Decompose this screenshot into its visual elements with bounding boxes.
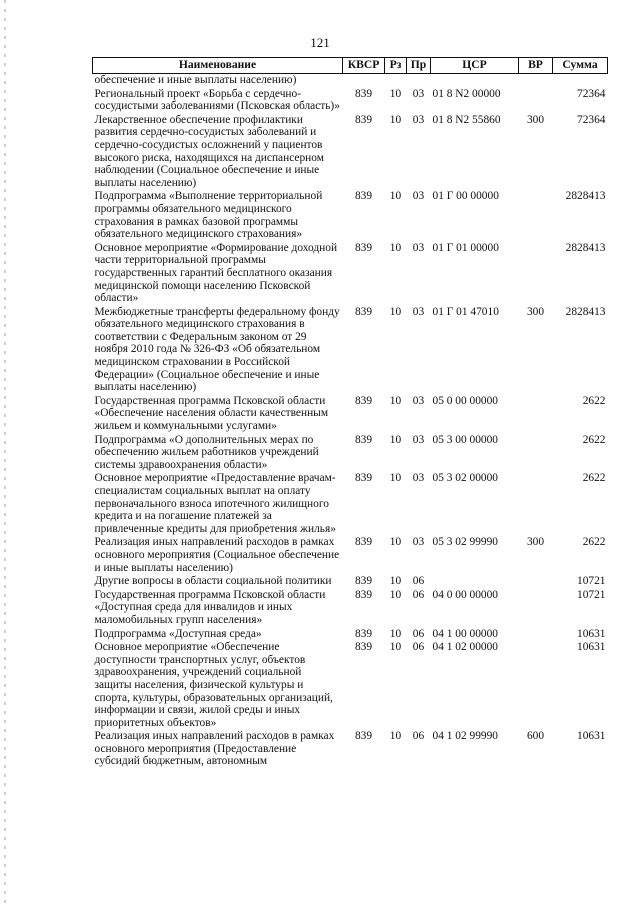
cell-name: Реализация иных направлений расходов в рамках основного мероприятия (Предоставление субсидий бюджетным, автономным <box>94 730 335 768</box>
cell-sum: 72364 <box>577 87 606 100</box>
cell-pr: 06 <box>412 730 425 743</box>
cell-pr: 03 <box>412 536 425 549</box>
cell-vr: 600 <box>526 730 545 743</box>
cell-sum: 2622 <box>582 394 606 407</box>
cell-sum: 2622 <box>582 472 606 485</box>
table-row <box>93 628 608 642</box>
cell-name: Государственная программа Псковской области «Обеспечение населения области качественным жильем и коммунальными услугами» <box>94 394 329 433</box>
table-row <box>93 190 608 241</box>
cell-vr <box>519 88 553 114</box>
cell-sum: 72364 <box>577 113 606 126</box>
cell-vr: 300 <box>526 305 545 318</box>
cell-pr <box>407 74 431 88</box>
cell-rz: 10 <box>389 394 402 407</box>
cell-rz: 10 <box>389 588 402 601</box>
table-row <box>93 114 608 191</box>
cell-csr: 05 3 02 00000 <box>432 472 498 485</box>
header-kvsr: КВСР <box>343 58 385 74</box>
cell-pr: 03 <box>412 87 425 100</box>
cell-name: Реализация иных направлений расходов в рамках основного мероприятия (Социальное обеспечение и иные выплаты населению) <box>94 536 340 574</box>
table-row <box>93 242 608 306</box>
cell-name: Лекарственное обеспечение профилактики развития сердечно-сосудистых заболеваний и сердечно-сосудистых осложнений у пациентов высокого риска, находящихся на диспансерном наблюдении (Социальное обеспечение и иные выплаты населению) <box>94 113 324 189</box>
cell-kvsr: 839 <box>354 627 373 640</box>
cell-vr <box>519 641 553 730</box>
cell-name: Межбюджетные трансферты федеральному фонду обязательного медицинского страхования в соответствии с Федеральным законом от 29 ноября 2010 года № 326-ФЗ «Об обязательном медицинском страховании в Российской Федерации» (Социальное обеспечение и иные выплаты населению) <box>94 305 340 394</box>
cell-csr: 01 8 N2 55860 <box>432 113 501 126</box>
cell-rz: 10 <box>389 190 402 203</box>
scan-edge-artifact <box>4 0 6 905</box>
cell-sum: 2828413 <box>565 190 606 203</box>
cell-pr: 03 <box>412 241 425 254</box>
table-row <box>93 575 608 589</box>
cell-vr <box>519 575 553 589</box>
cell-kvsr: 839 <box>354 190 373 203</box>
cell-csr <box>431 575 519 589</box>
cell-csr: 05 3 00 00000 <box>432 433 498 446</box>
header-rz: Рз <box>385 58 407 74</box>
cell-pr: 06 <box>412 641 425 654</box>
cell-name: Основное мероприятие «Обеспечение доступности транспортных услуг, объектов здравоохранения, учреждений социальной защиты населения, физической культуры и спорта, культуры, образовательных организаций, информации и связи, жилой среды и иных приоритетных объектов» <box>94 641 333 729</box>
cell-csr: 01 Г 01 47010 <box>432 305 499 318</box>
table-row <box>93 472 608 536</box>
header-pr: Пр <box>407 58 431 74</box>
table-row <box>93 536 608 575</box>
cell-kvsr: 839 <box>354 113 373 126</box>
table-header <box>93 58 608 74</box>
cell-pr: 03 <box>412 305 425 318</box>
page-number: 121 <box>310 35 330 50</box>
cell-sum: 10721 <box>577 575 606 588</box>
cell-pr: 03 <box>412 433 425 446</box>
cell-vr <box>519 434 553 473</box>
cell-vr <box>519 190 553 241</box>
cell-vr: 300 <box>526 113 545 126</box>
cell-pr: 06 <box>412 575 425 588</box>
table-row <box>93 306 608 395</box>
cell-pr: 06 <box>412 588 425 601</box>
cell-kvsr: 839 <box>354 241 373 254</box>
cell-sum: 10631 <box>577 730 606 743</box>
cell-vr <box>519 472 553 536</box>
cell-rz: 10 <box>389 627 402 640</box>
cell-kvsr: 839 <box>354 433 373 446</box>
cell-name: обеспечение и иные выплаты населению) <box>94 74 297 86</box>
cell-rz <box>385 74 407 88</box>
table-row <box>93 434 608 473</box>
cell-kvsr: 839 <box>354 394 373 407</box>
cell-csr: 04 1 00 00000 <box>432 627 498 640</box>
cell-name: Государственная программа Псковской области «Доступная среда для инвалидов и иных маломобильных групп населения» <box>94 588 326 626</box>
cell-kvsr <box>343 74 385 88</box>
table-row <box>93 589 608 628</box>
cell-vr <box>519 395 553 434</box>
cell-sum: 2622 <box>582 536 606 549</box>
cell-vr <box>519 74 553 88</box>
cell-pr: 03 <box>412 113 425 126</box>
cell-vr: 300 <box>526 536 545 549</box>
table-row <box>93 74 608 88</box>
cell-kvsr: 839 <box>354 730 373 743</box>
header-vr: ВР <box>519 58 553 74</box>
cell-csr <box>431 74 519 88</box>
cell-csr: 01 8 N2 00000 <box>432 87 501 100</box>
header-sum: Сумма <box>553 58 608 74</box>
cell-csr: 04 1 02 99990 <box>432 730 498 743</box>
cell-csr: 01 Г 00 00000 <box>432 190 499 203</box>
cell-vr <box>519 628 553 642</box>
cell-sum: 2828413 <box>565 241 606 254</box>
cell-rz: 10 <box>389 536 402 549</box>
cell-rz: 10 <box>389 575 402 588</box>
cell-kvsr: 839 <box>354 472 373 485</box>
cell-vr <box>519 589 553 628</box>
cell-name: Основное мероприятие «Формирование доходной части территориальной программы государственных гарантий бесплатного оказания медицинской помощи населению Псковской области» <box>94 241 338 305</box>
cell-sum: 2622 <box>582 433 606 446</box>
cell-csr: 05 0 00 00000 <box>432 394 498 407</box>
table-body <box>93 74 608 770</box>
cell-sum: 10631 <box>577 627 606 640</box>
header-row <box>93 58 608 74</box>
budget-table <box>92 57 608 769</box>
cell-sum <box>553 74 608 88</box>
cell-rz: 10 <box>389 241 402 254</box>
cell-sum: 10721 <box>577 588 606 601</box>
cell-name: Другие вопросы в области социальной политики <box>94 575 332 588</box>
cell-name: Подпрограмма «Доступная среда» <box>94 627 262 640</box>
cell-sum: 2828413 <box>565 305 606 318</box>
cell-rz: 10 <box>389 472 402 485</box>
cell-csr: 04 0 00 00000 <box>432 588 498 601</box>
table-row <box>93 395 608 434</box>
cell-csr: 04 1 02 00000 <box>432 641 498 654</box>
header-csr: ЦСР <box>431 58 519 74</box>
cell-rz: 10 <box>389 433 402 446</box>
cell-rz: 10 <box>389 305 402 318</box>
header-name: Наименование <box>93 58 343 74</box>
cell-kvsr: 839 <box>354 641 373 654</box>
cell-name: Подпрограмма «О дополнительных мерах по обеспечению жильем работников учреждений системы здравоохранения области» <box>94 433 319 471</box>
table-row <box>93 641 608 730</box>
cell-kvsr: 839 <box>354 87 373 100</box>
cell-vr <box>519 242 553 306</box>
cell-kvsr: 839 <box>354 305 373 318</box>
cell-csr: 01 Г 01 00000 <box>432 241 499 254</box>
cell-kvsr: 839 <box>354 536 373 549</box>
cell-rz: 10 <box>389 641 402 654</box>
table-row <box>93 88 608 114</box>
cell-sum: 10631 <box>577 641 606 654</box>
cell-name: Подпрограмма «Выполнение территориальной программы обязательного медицинского страхования в рамках базовой программы обязательного медицинского страхования» <box>94 190 323 241</box>
cell-kvsr: 839 <box>354 588 373 601</box>
cell-pr: 06 <box>412 627 425 640</box>
cell-kvsr: 839 <box>354 575 373 588</box>
table-row <box>93 730 608 769</box>
cell-pr: 03 <box>412 190 425 203</box>
cell-name: Региональный проект «Борьба с сердечно-сосудистыми заболеваниями (Псковская область)» <box>94 87 340 113</box>
cell-name: Основное мероприятие «Предоставление врачам-специалистам социальных выплат на оплату первоначального взноса ипотечного жилищного кредита и на погашение платежей за привлеченные кредиты для приобретения жилья» <box>94 472 336 535</box>
cell-rz: 10 <box>389 730 402 743</box>
cell-csr: 05 3 02 99990 <box>432 536 498 549</box>
cell-rz: 10 <box>389 113 402 126</box>
cell-rz: 10 <box>389 87 402 100</box>
cell-pr: 03 <box>412 472 425 485</box>
cell-pr: 03 <box>412 394 425 407</box>
